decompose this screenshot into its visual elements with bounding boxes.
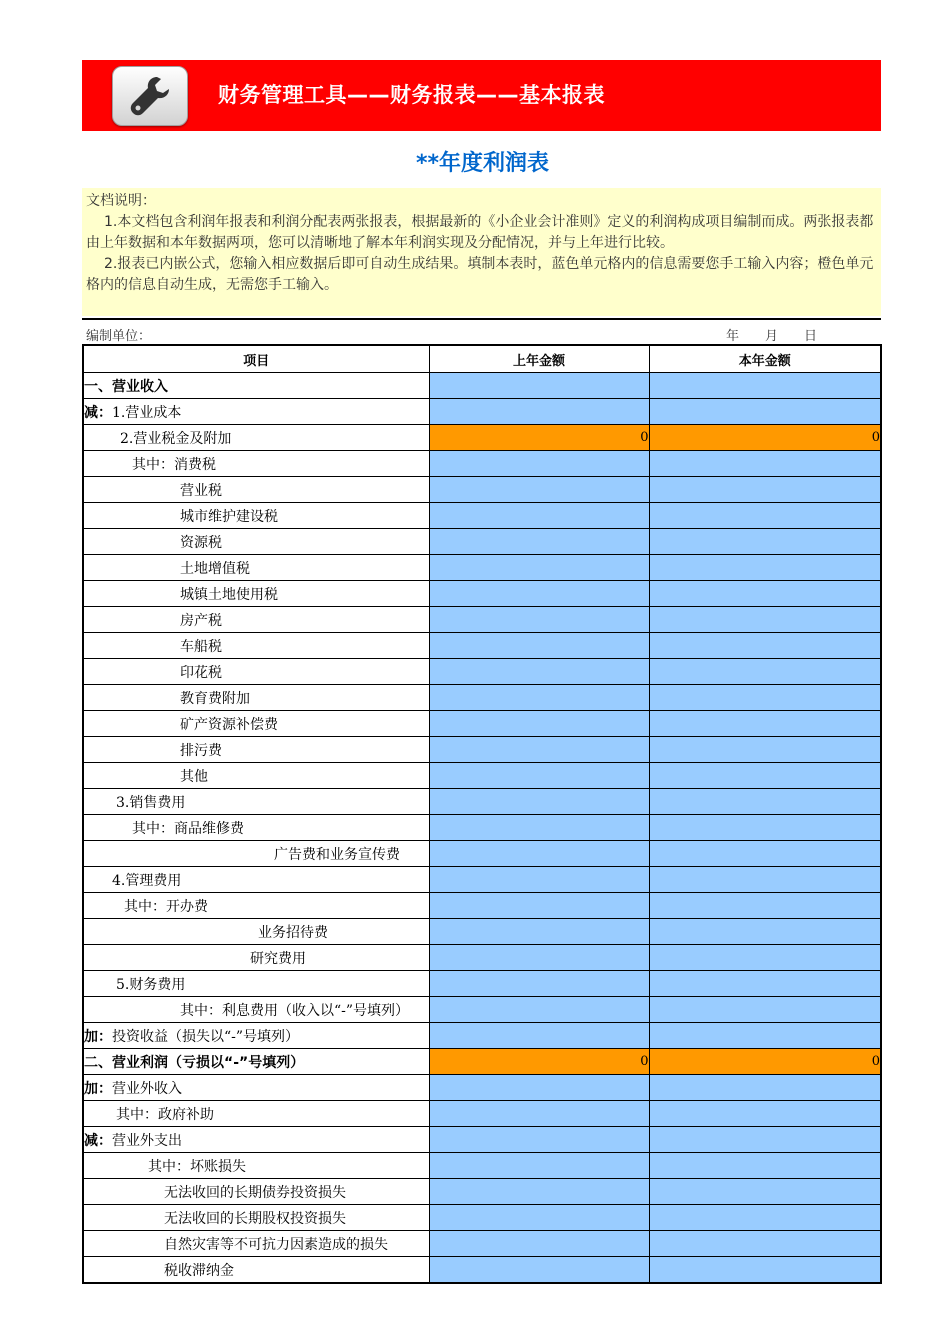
row-text: 无法收回的长期股权投资损失 — [164, 1210, 346, 1227]
row-label — [83, 399, 429, 425]
prev-year-amount-cell[interactable] — [429, 1023, 649, 1049]
prev-year-amount-cell[interactable] — [429, 659, 649, 685]
row-label — [83, 685, 429, 711]
row-text: 印花税 — [180, 664, 222, 681]
prev-year-amount-cell[interactable] — [429, 607, 649, 633]
curr-year-amount-cell[interactable] — [649, 763, 881, 789]
table-row — [83, 1153, 881, 1179]
row-label — [83, 893, 429, 919]
table-row — [83, 581, 881, 607]
prev-year-amount-cell[interactable] — [429, 1153, 649, 1179]
prev-year-amount-cell[interactable] — [429, 1075, 649, 1101]
org-label: 编制单位： — [86, 329, 152, 344]
prev-year-amount-cell[interactable] — [429, 685, 649, 711]
table-row — [83, 399, 881, 425]
row-label — [83, 451, 429, 477]
page-title: **年度利润表 — [415, 151, 549, 176]
column-header-item: 项目 — [83, 345, 429, 373]
table-row — [83, 373, 881, 399]
row-label — [83, 373, 429, 399]
row-label — [83, 503, 429, 529]
table-row — [83, 685, 881, 711]
curr-year-amount-cell[interactable] — [649, 529, 881, 555]
curr-year-amount-cell[interactable] — [649, 737, 881, 763]
row-prefix: 减： — [84, 404, 112, 421]
row-text: 1.营业成本 — [112, 404, 182, 421]
prev-year-amount-cell: 0 — [429, 1049, 649, 1075]
row-text: 资源税 — [180, 534, 222, 551]
row-text: 研究费用 — [250, 950, 306, 967]
curr-year-amount-cell[interactable] — [649, 945, 881, 971]
table-row — [83, 763, 881, 789]
date-label: 年 月 日 — [726, 329, 818, 344]
row-text: 营业外收入 — [112, 1080, 182, 1097]
table-row — [83, 737, 881, 763]
curr-year-amount-cell[interactable] — [649, 633, 881, 659]
row-label — [83, 945, 429, 971]
table-row — [83, 425, 881, 451]
curr-year-amount-cell[interactable] — [649, 1231, 881, 1257]
row-text: 税收滞纳金 — [164, 1262, 234, 1279]
table-row — [83, 997, 881, 1023]
row-text: 3.销售费用 — [116, 794, 186, 811]
prev-year-amount-cell[interactable] — [429, 1101, 649, 1127]
curr-year-amount-cell[interactable] — [649, 1127, 881, 1153]
row-label — [83, 789, 429, 815]
prev-year-amount-cell[interactable] — [429, 867, 649, 893]
table-row — [83, 1231, 881, 1257]
table-row — [83, 841, 881, 867]
row-text: 4.管理费用 — [112, 872, 182, 889]
row-prefix: 减： — [84, 1132, 112, 1149]
curr-year-amount-cell[interactable] — [649, 1023, 881, 1049]
row-text: 排污费 — [180, 742, 222, 759]
row-label — [83, 581, 429, 607]
curr-year-amount-cell[interactable] — [649, 1257, 881, 1284]
curr-year-amount-cell[interactable] — [649, 1205, 881, 1231]
note-heading: 文档说明： — [86, 193, 156, 209]
prev-year-amount-cell[interactable] — [429, 1179, 649, 1205]
prev-year-amount-cell[interactable] — [429, 841, 649, 867]
table-row — [83, 893, 881, 919]
table-row — [83, 789, 881, 815]
curr-year-amount-cell[interactable] — [649, 919, 881, 945]
table-row — [83, 607, 881, 633]
note-paragraph-1: 1.本文档包含利润年报表和利润分配表两张报表，根据最新的《小企业会计准则》定义的利润构成项目编制而成。两张报表都由上年数据和本年数据两项，您可以清晰地了解本年利润实现及分配情况，并与上年进行比较。 — [86, 214, 874, 251]
table-row — [83, 451, 881, 477]
curr-year-amount-cell[interactable] — [649, 503, 881, 529]
row-text: 业务招待费 — [258, 924, 328, 941]
row-text: 营业税 — [180, 482, 222, 499]
curr-year-amount-cell[interactable] — [649, 893, 881, 919]
prev-year-amount-cell[interactable] — [429, 1127, 649, 1153]
row-label — [83, 815, 429, 841]
document-note — [82, 188, 881, 316]
prev-year-amount-cell[interactable] — [429, 945, 649, 971]
column-header-curr-year: 本年金额 — [649, 345, 881, 373]
curr-year-amount-cell[interactable] — [649, 607, 881, 633]
header-title: 财务管理工具——财务报表——基本报表 — [218, 83, 605, 107]
row-label — [83, 529, 429, 555]
prev-year-amount-cell[interactable] — [429, 971, 649, 997]
prev-year-amount-cell[interactable] — [429, 477, 649, 503]
prev-year-amount-cell[interactable] — [429, 919, 649, 945]
prev-year-amount-cell[interactable] — [429, 711, 649, 737]
row-label — [83, 425, 429, 451]
row-label — [83, 1153, 429, 1179]
row-prefix: 加： — [84, 1028, 112, 1045]
table-row — [83, 867, 881, 893]
prev-year-amount-cell[interactable] — [429, 399, 649, 425]
row-label — [83, 919, 429, 945]
row-label — [83, 867, 429, 893]
curr-year-amount-cell[interactable] — [649, 1179, 881, 1205]
prev-year-amount-cell[interactable] — [429, 503, 649, 529]
curr-year-amount-cell[interactable] — [649, 971, 881, 997]
row-label — [83, 659, 429, 685]
row-prefix: 加： — [84, 1080, 112, 1097]
row-text: 其中：消费税 — [132, 456, 216, 473]
table-row — [83, 1127, 881, 1153]
table-row — [83, 1179, 881, 1205]
row-text: 其他 — [180, 768, 208, 785]
row-text: 其中：政府补助 — [116, 1106, 214, 1123]
prev-year-amount-cell[interactable] — [429, 1231, 649, 1257]
row-label — [83, 555, 429, 581]
row-text: 其中：利息费用（收入以“-”号填列） — [180, 1002, 410, 1019]
curr-year-amount-cell[interactable] — [649, 997, 881, 1023]
curr-year-amount-cell[interactable] — [649, 1153, 881, 1179]
table-row — [83, 633, 881, 659]
row-label — [83, 971, 429, 997]
row-text: 2.营业税金及附加 — [120, 430, 232, 447]
prev-year-amount-cell: 0 — [429, 425, 649, 451]
curr-year-amount-cell[interactable] — [649, 815, 881, 841]
wrench-icon[interactable] — [112, 66, 188, 126]
table-row — [83, 555, 881, 581]
table-row — [83, 1257, 881, 1284]
curr-year-amount-cell[interactable] — [649, 451, 881, 477]
row-label — [83, 1049, 429, 1075]
row-prefix: 一、营业收入 — [84, 378, 168, 395]
table-row — [83, 659, 881, 685]
curr-year-amount-cell[interactable] — [649, 399, 881, 425]
prev-year-amount-cell[interactable] — [429, 737, 649, 763]
row-label — [83, 1127, 429, 1153]
row-label — [83, 1205, 429, 1231]
income-statement-table — [82, 344, 882, 1284]
note-paragraph-2: 2.报表已内嵌公式，您输入相应数据后即可自动生成结果。填制本表时，蓝色单元格内的信息需要您手工输入内容；橙色单元格内的信息自动生成，无需您手工输入。 — [86, 256, 874, 293]
prev-year-amount-cell[interactable] — [429, 893, 649, 919]
header-banner — [82, 60, 881, 131]
row-text: 其中：开办费 — [124, 898, 208, 915]
row-label — [83, 607, 429, 633]
prev-year-amount-cell[interactable] — [429, 529, 649, 555]
curr-year-amount-cell[interactable] — [649, 477, 881, 503]
table-row — [83, 1023, 881, 1049]
row-text: 无法收回的长期债券投资损失 — [164, 1184, 346, 1201]
table-row — [83, 945, 881, 971]
row-label — [83, 763, 429, 789]
prev-year-amount-cell[interactable] — [429, 373, 649, 399]
table-header-row — [83, 345, 881, 373]
row-label — [83, 633, 429, 659]
table-row — [83, 1205, 881, 1231]
curr-year-amount-cell[interactable] — [649, 867, 881, 893]
curr-year-amount-cell[interactable] — [649, 581, 881, 607]
row-text: 教育费附加 — [180, 690, 250, 707]
table-row — [83, 711, 881, 737]
divider — [82, 318, 881, 320]
row-text: 城市维护建设税 — [180, 508, 278, 525]
row-label — [83, 1179, 429, 1205]
row-label — [83, 477, 429, 503]
curr-year-amount-cell[interactable] — [649, 685, 881, 711]
curr-year-amount-cell[interactable] — [649, 1101, 881, 1127]
curr-year-amount-cell[interactable] — [649, 841, 881, 867]
prev-year-amount-cell[interactable] — [429, 451, 649, 477]
row-text: 其中：商品维修费 — [132, 820, 244, 837]
curr-year-amount-cell[interactable] — [649, 659, 881, 685]
curr-year-amount-cell: 0 — [649, 1049, 881, 1075]
row-label — [83, 841, 429, 867]
row-text: 房产税 — [180, 612, 222, 629]
row-label — [83, 1257, 429, 1284]
table-row — [83, 1049, 881, 1075]
column-header-prev-year: 上年金额 — [429, 345, 649, 373]
row-text: 自然灾害等不可抗力因素造成的损失 — [164, 1236, 388, 1253]
table-row — [83, 503, 881, 529]
prev-year-amount-cell[interactable] — [429, 763, 649, 789]
table-row — [83, 1075, 881, 1101]
prev-year-amount-cell[interactable] — [429, 997, 649, 1023]
prev-year-amount-cell[interactable] — [429, 1205, 649, 1231]
row-label — [83, 1101, 429, 1127]
prev-year-amount-cell[interactable] — [429, 633, 649, 659]
table-row — [83, 919, 881, 945]
row-text: 土地增值税 — [180, 560, 250, 577]
prev-year-amount-cell[interactable] — [429, 815, 649, 841]
table-row — [83, 529, 881, 555]
curr-year-amount-cell[interactable] — [649, 373, 881, 399]
row-text: 车船税 — [180, 638, 222, 655]
curr-year-amount-cell: 0 — [649, 425, 881, 451]
curr-year-amount-cell[interactable] — [649, 711, 881, 737]
table-row — [83, 1101, 881, 1127]
row-label — [83, 737, 429, 763]
row-text: 矿产资源补偿费 — [180, 716, 278, 733]
table-row — [83, 971, 881, 997]
prev-year-amount-cell[interactable] — [429, 555, 649, 581]
row-prefix: 二、营业利润（亏损以“-”号填列） — [84, 1054, 305, 1071]
prev-year-amount-cell[interactable] — [429, 581, 649, 607]
row-text: 5.财务费用 — [116, 976, 186, 993]
row-label — [83, 711, 429, 737]
row-label — [83, 997, 429, 1023]
row-text: 投资收益（损失以“-”号填列） — [112, 1028, 300, 1045]
table-row — [83, 815, 881, 841]
prev-year-amount-cell[interactable] — [429, 789, 649, 815]
row-label — [83, 1231, 429, 1257]
curr-year-amount-cell[interactable] — [649, 1075, 881, 1101]
prev-year-amount-cell[interactable] — [429, 1257, 649, 1284]
table-row — [83, 477, 881, 503]
curr-year-amount-cell[interactable] — [649, 789, 881, 815]
row-label — [83, 1023, 429, 1049]
row-text: 广告费和业务宣传费 — [274, 846, 400, 863]
row-text: 其中：坏账损失 — [148, 1158, 246, 1175]
row-label — [83, 1075, 429, 1101]
curr-year-amount-cell[interactable] — [649, 555, 881, 581]
row-text: 营业外支出 — [112, 1132, 182, 1149]
row-text: 城镇土地使用税 — [180, 586, 278, 603]
